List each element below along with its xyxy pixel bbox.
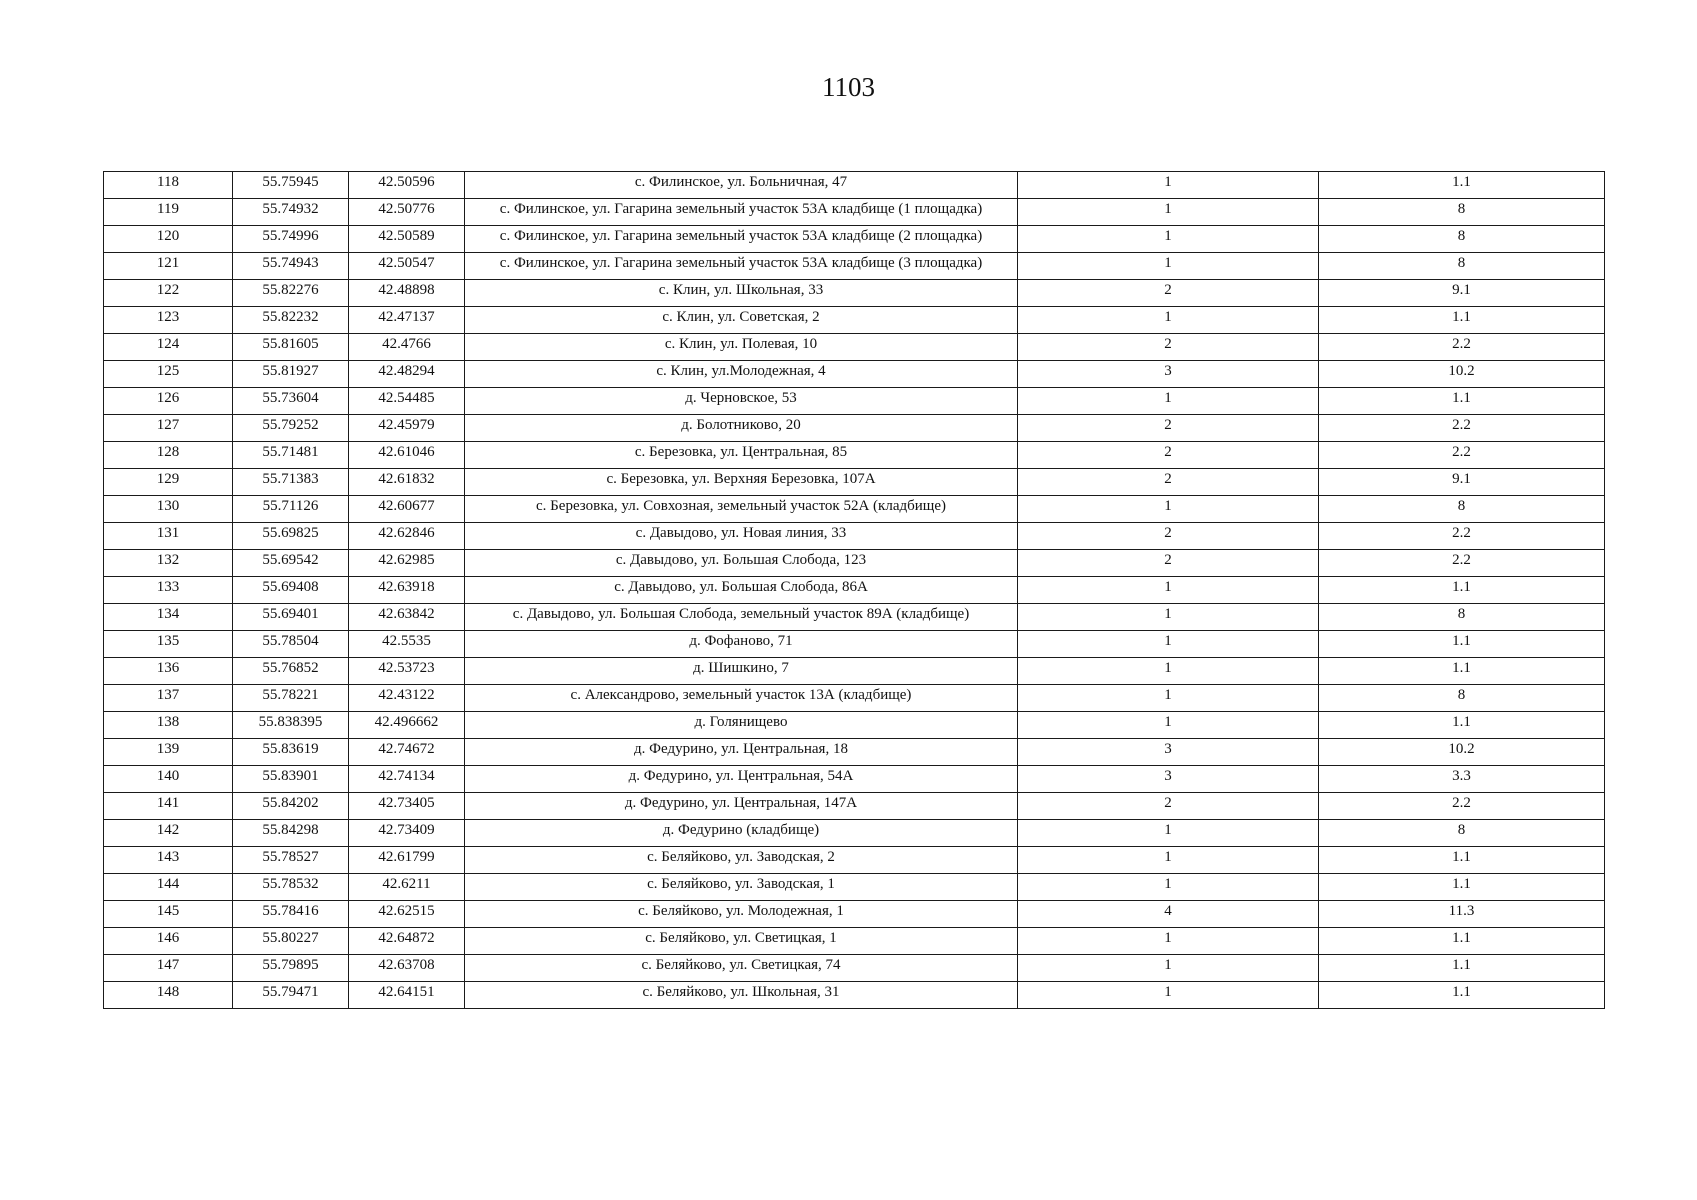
row-number-cell: 131 (104, 523, 233, 550)
row-number-cell: 125 (104, 361, 233, 388)
count-cell: 1 (1018, 577, 1319, 604)
page-number: 1103 (822, 72, 875, 102)
table-row (104, 982, 1605, 1009)
code-cell: 3.3 (1319, 766, 1605, 793)
code-cell: 2.2 (1319, 334, 1605, 361)
longitude-cell: 42.43122 (349, 685, 465, 712)
row-number-cell: 127 (104, 415, 233, 442)
table-row (104, 469, 1605, 496)
longitude-cell: 42.63708 (349, 955, 465, 982)
longitude-cell: 42.74672 (349, 739, 465, 766)
table-row (104, 901, 1605, 928)
latitude-cell: 55.80227 (233, 928, 349, 955)
longitude-cell: 42.61046 (349, 442, 465, 469)
count-cell: 1 (1018, 172, 1319, 199)
table-row (104, 334, 1605, 361)
longitude-cell: 42.50596 (349, 172, 465, 199)
count-cell: 2 (1018, 280, 1319, 307)
count-cell: 1 (1018, 820, 1319, 847)
code-cell: 2.2 (1319, 415, 1605, 442)
latitude-cell: 55.74943 (233, 253, 349, 280)
longitude-cell: 42.50547 (349, 253, 465, 280)
table-row (104, 226, 1605, 253)
code-cell: 1.1 (1319, 874, 1605, 901)
address-cell: с. Беляйково, ул. Заводская, 1 (465, 874, 1018, 901)
table-row (104, 523, 1605, 550)
address-cell: д. Федурино, ул. Центральная, 54А (465, 766, 1018, 793)
table-row (104, 388, 1605, 415)
latitude-cell: 55.81605 (233, 334, 349, 361)
latitude-cell: 55.79895 (233, 955, 349, 982)
count-cell: 1 (1018, 712, 1319, 739)
address-cell: с. Березовка, ул. Верхняя Березовка, 107А (465, 469, 1018, 496)
row-number-cell: 139 (104, 739, 233, 766)
row-number-cell: 122 (104, 280, 233, 307)
latitude-cell: 55.79252 (233, 415, 349, 442)
longitude-cell: 42.73409 (349, 820, 465, 847)
count-cell: 1 (1018, 199, 1319, 226)
count-cell: 3 (1018, 361, 1319, 388)
table-row (104, 955, 1605, 982)
table-body (104, 172, 1605, 1009)
row-number-cell: 137 (104, 685, 233, 712)
count-cell: 2 (1018, 550, 1319, 577)
address-cell: с. Беляйково, ул. Школьная, 31 (465, 982, 1018, 1009)
latitude-cell: 55.71481 (233, 442, 349, 469)
longitude-cell: 42.6211 (349, 874, 465, 901)
table-row (104, 766, 1605, 793)
data-table (103, 171, 1605, 1009)
address-cell: с. Беляйково, ул. Светицкая, 74 (465, 955, 1018, 982)
code-cell: 11.3 (1319, 901, 1605, 928)
row-number-cell: 123 (104, 307, 233, 334)
count-cell: 1 (1018, 496, 1319, 523)
address-cell: с. Березовка, ул. Центральная, 85 (465, 442, 1018, 469)
count-cell: 1 (1018, 685, 1319, 712)
longitude-cell: 42.64151 (349, 982, 465, 1009)
code-cell: 1.1 (1319, 307, 1605, 334)
row-number-cell: 148 (104, 982, 233, 1009)
code-cell: 8 (1319, 685, 1605, 712)
longitude-cell: 42.63918 (349, 577, 465, 604)
table-row (104, 712, 1605, 739)
address-cell: д. Федурино, ул. Центральная, 147А (465, 793, 1018, 820)
row-number-cell: 146 (104, 928, 233, 955)
table-row (104, 550, 1605, 577)
code-cell: 1.1 (1319, 658, 1605, 685)
latitude-cell: 55.71126 (233, 496, 349, 523)
row-number-cell: 147 (104, 955, 233, 982)
table-row (104, 685, 1605, 712)
code-cell: 1.1 (1319, 847, 1605, 874)
row-number-cell: 138 (104, 712, 233, 739)
latitude-cell: 55.69408 (233, 577, 349, 604)
code-cell: 8 (1319, 820, 1605, 847)
row-number-cell: 144 (104, 874, 233, 901)
table-row (104, 307, 1605, 334)
count-cell: 1 (1018, 631, 1319, 658)
longitude-cell: 42.47137 (349, 307, 465, 334)
row-number-cell: 130 (104, 496, 233, 523)
count-cell: 1 (1018, 658, 1319, 685)
latitude-cell: 55.84202 (233, 793, 349, 820)
address-cell: д. Шишкино, 7 (465, 658, 1018, 685)
count-cell: 2 (1018, 469, 1319, 496)
latitude-cell: 55.71383 (233, 469, 349, 496)
code-cell: 1.1 (1319, 955, 1605, 982)
code-cell: 1.1 (1319, 982, 1605, 1009)
row-number-cell: 119 (104, 199, 233, 226)
address-cell: с. Клин, ул. Полевая, 10 (465, 334, 1018, 361)
latitude-cell: 55.69825 (233, 523, 349, 550)
longitude-cell: 42.62985 (349, 550, 465, 577)
address-cell: с. Клин, ул. Школьная, 33 (465, 280, 1018, 307)
code-cell: 1.1 (1319, 577, 1605, 604)
count-cell: 4 (1018, 901, 1319, 928)
count-cell: 1 (1018, 604, 1319, 631)
code-cell: 8 (1319, 496, 1605, 523)
latitude-cell: 55.69542 (233, 550, 349, 577)
latitude-cell: 55.78532 (233, 874, 349, 901)
address-cell: с. Беляйково, ул. Молодежная, 1 (465, 901, 1018, 928)
code-cell: 2.2 (1319, 550, 1605, 577)
longitude-cell: 42.50776 (349, 199, 465, 226)
row-number-cell: 143 (104, 847, 233, 874)
longitude-cell: 42.5535 (349, 631, 465, 658)
table-row (104, 280, 1605, 307)
latitude-cell: 55.69401 (233, 604, 349, 631)
code-cell: 1.1 (1319, 928, 1605, 955)
address-cell: с. Александрово, земельный участок 13А (кладбище) (465, 685, 1018, 712)
table-row (104, 928, 1605, 955)
address-cell: с. Клин, ул. Советская, 2 (465, 307, 1018, 334)
longitude-cell: 42.45979 (349, 415, 465, 442)
code-cell: 8 (1319, 226, 1605, 253)
row-number-cell: 129 (104, 469, 233, 496)
latitude-cell: 55.73604 (233, 388, 349, 415)
address-cell: с. Березовка, ул. Совхозная, земельный участок 52А (кладбище) (465, 496, 1018, 523)
latitude-cell: 55.82276 (233, 280, 349, 307)
row-number-cell: 124 (104, 334, 233, 361)
longitude-cell: 42.64872 (349, 928, 465, 955)
table-row (104, 820, 1605, 847)
longitude-cell: 42.73405 (349, 793, 465, 820)
longitude-cell: 42.62846 (349, 523, 465, 550)
address-cell: с. Филинское, ул. Больничная, 47 (465, 172, 1018, 199)
address-cell: д. Болотниково, 20 (465, 415, 1018, 442)
row-number-cell: 133 (104, 577, 233, 604)
code-cell: 1.1 (1319, 631, 1605, 658)
address-cell: с. Давыдово, ул. Новая линия, 33 (465, 523, 1018, 550)
longitude-cell: 42.54485 (349, 388, 465, 415)
count-cell: 1 (1018, 982, 1319, 1009)
count-cell: 2 (1018, 334, 1319, 361)
table-row (104, 415, 1605, 442)
code-cell: 2.2 (1319, 442, 1605, 469)
code-cell: 1.1 (1319, 172, 1605, 199)
address-cell: с. Беляйково, ул. Заводская, 2 (465, 847, 1018, 874)
latitude-cell: 55.78504 (233, 631, 349, 658)
longitude-cell: 42.496662 (349, 712, 465, 739)
row-number-cell: 118 (104, 172, 233, 199)
table-row (104, 172, 1605, 199)
longitude-cell: 42.61832 (349, 469, 465, 496)
address-cell: д. Фофаново, 71 (465, 631, 1018, 658)
longitude-cell: 42.62515 (349, 901, 465, 928)
table-row (104, 577, 1605, 604)
latitude-cell: 55.78416 (233, 901, 349, 928)
longitude-cell: 42.48294 (349, 361, 465, 388)
longitude-cell: 42.48898 (349, 280, 465, 307)
row-number-cell: 142 (104, 820, 233, 847)
count-cell: 3 (1018, 766, 1319, 793)
code-cell: 9.1 (1319, 469, 1605, 496)
address-cell: с. Филинское, ул. Гагарина земельный участок 53А кладбище (1 площадка) (465, 199, 1018, 226)
count-cell: 3 (1018, 739, 1319, 766)
table-row (104, 847, 1605, 874)
count-cell: 2 (1018, 793, 1319, 820)
row-number-cell: 141 (104, 793, 233, 820)
latitude-cell: 55.83901 (233, 766, 349, 793)
code-cell: 1.1 (1319, 388, 1605, 415)
longitude-cell: 42.4766 (349, 334, 465, 361)
count-cell: 1 (1018, 226, 1319, 253)
table-row (104, 442, 1605, 469)
count-cell: 2 (1018, 415, 1319, 442)
address-cell: д. Голянищево (465, 712, 1018, 739)
address-cell: с. Филинское, ул. Гагарина земельный участок 53А кладбище (2 площадка) (465, 226, 1018, 253)
row-number-cell: 140 (104, 766, 233, 793)
address-cell: с. Давыдово, ул. Большая Слобода, земельный участок 89А (кладбище) (465, 604, 1018, 631)
latitude-cell: 55.83619 (233, 739, 349, 766)
latitude-cell: 55.79471 (233, 982, 349, 1009)
count-cell: 1 (1018, 955, 1319, 982)
code-cell: 9.1 (1319, 280, 1605, 307)
latitude-cell: 55.76852 (233, 658, 349, 685)
table-row (104, 361, 1605, 388)
longitude-cell: 42.50589 (349, 226, 465, 253)
row-number-cell: 136 (104, 658, 233, 685)
code-cell: 8 (1319, 253, 1605, 280)
table-row (104, 604, 1605, 631)
code-cell: 8 (1319, 604, 1605, 631)
count-cell: 1 (1018, 847, 1319, 874)
longitude-cell: 42.53723 (349, 658, 465, 685)
address-cell: с. Давыдово, ул. Большая Слобода, 123 (465, 550, 1018, 577)
code-cell: 8 (1319, 199, 1605, 226)
row-number-cell: 121 (104, 253, 233, 280)
code-cell: 10.2 (1319, 361, 1605, 388)
row-number-cell: 145 (104, 901, 233, 928)
address-cell: д. Федурино (кладбище) (465, 820, 1018, 847)
code-cell: 2.2 (1319, 523, 1605, 550)
count-cell: 1 (1018, 928, 1319, 955)
latitude-cell: 55.74932 (233, 199, 349, 226)
table-row (104, 631, 1605, 658)
address-cell: с. Давыдово, ул. Большая Слобода, 86А (465, 577, 1018, 604)
table-row (104, 199, 1605, 226)
latitude-cell: 55.74996 (233, 226, 349, 253)
latitude-cell: 55.78221 (233, 685, 349, 712)
count-cell: 2 (1018, 523, 1319, 550)
count-cell: 1 (1018, 874, 1319, 901)
latitude-cell: 55.84298 (233, 820, 349, 847)
code-cell: 1.1 (1319, 712, 1605, 739)
count-cell: 2 (1018, 442, 1319, 469)
row-number-cell: 132 (104, 550, 233, 577)
latitude-cell: 55.838395 (233, 712, 349, 739)
latitude-cell: 55.75945 (233, 172, 349, 199)
table-row (104, 658, 1605, 685)
count-cell: 1 (1018, 307, 1319, 334)
longitude-cell: 42.74134 (349, 766, 465, 793)
count-cell: 1 (1018, 253, 1319, 280)
row-number-cell: 120 (104, 226, 233, 253)
row-number-cell: 128 (104, 442, 233, 469)
latitude-cell: 55.81927 (233, 361, 349, 388)
latitude-cell: 55.82232 (233, 307, 349, 334)
row-number-cell: 134 (104, 604, 233, 631)
table-row (104, 793, 1605, 820)
address-cell: с. Беляйково, ул. Светицкая, 1 (465, 928, 1018, 955)
latitude-cell: 55.78527 (233, 847, 349, 874)
row-number-cell: 126 (104, 388, 233, 415)
address-cell: д. Черновское, 53 (465, 388, 1018, 415)
code-cell: 10.2 (1319, 739, 1605, 766)
count-cell: 1 (1018, 388, 1319, 415)
row-number-cell: 135 (104, 631, 233, 658)
address-cell: с. Филинское, ул. Гагарина земельный участок 53А кладбище (3 площадка) (465, 253, 1018, 280)
address-cell: д. Федурино, ул. Центральная, 18 (465, 739, 1018, 766)
table-row (104, 253, 1605, 280)
longitude-cell: 42.60677 (349, 496, 465, 523)
code-cell: 2.2 (1319, 793, 1605, 820)
table-row (104, 739, 1605, 766)
longitude-cell: 42.61799 (349, 847, 465, 874)
address-cell: с. Клин, ул.Молодежная, 4 (465, 361, 1018, 388)
table-row (104, 496, 1605, 523)
table-row (104, 874, 1605, 901)
longitude-cell: 42.63842 (349, 604, 465, 631)
